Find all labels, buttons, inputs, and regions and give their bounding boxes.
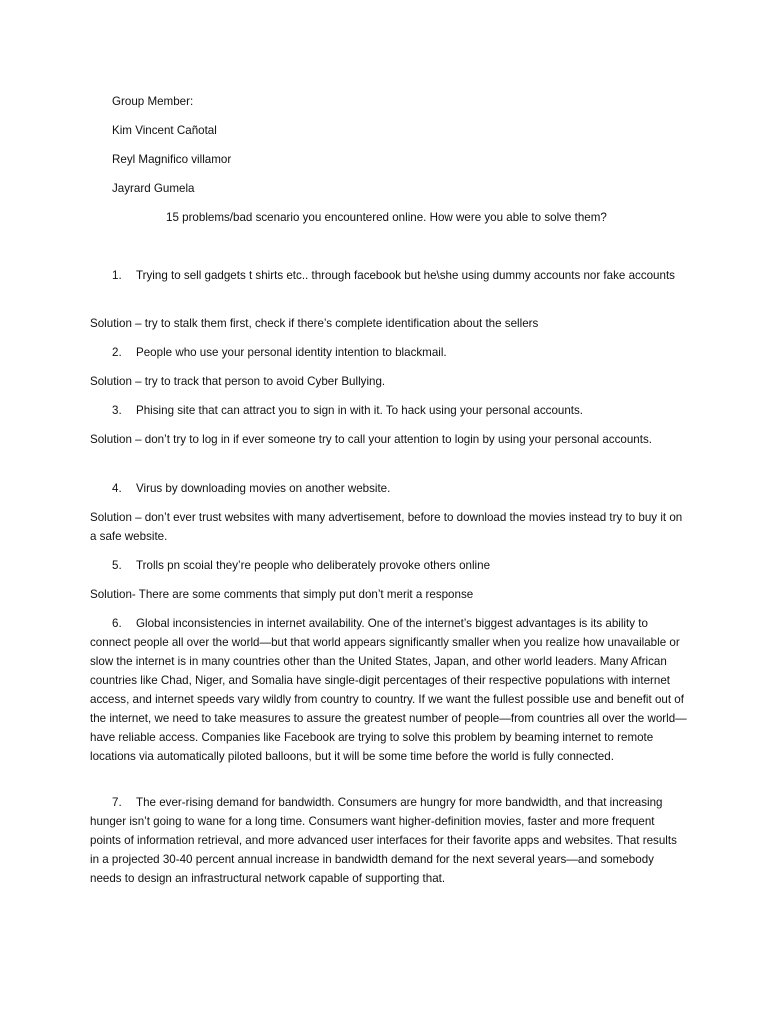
paragraph-text: The ever-rising demand for bandwidth. Consumers are hungry for more bandwidth, and that increasing hunger isn’t going to wane for a long time. Consumers want higher-definition movies, faster and more frequent points of information retrieval, and more advanced user interfaces for their favorite apps and websites. That results in a projected 30-40 percent annual increase in bandwidth demand for the next several years—and somebody needs to design an infrastructural network capable of supporting that.	[90, 796, 677, 885]
problem-text: Virus by downloading movies on another website.	[136, 482, 391, 495]
solution-5: Solution- There are some comments that simply put don’t merit a response	[90, 588, 474, 601]
solution-1: Solution – try to stalk them first, check if there’s complete identification about the sellers	[90, 317, 539, 330]
paragraph-6	[90, 614, 688, 766]
paragraph-7	[90, 793, 688, 888]
solution-3: Solution – don’t try to log in if ever someone try to call your attention to login by using your personal accounts.	[90, 433, 652, 446]
problem-number: 1.	[112, 269, 122, 282]
problem-number: 2.	[112, 346, 122, 359]
problem-text: Phising site that can attract you to sign in with it. To hack using your personal accounts.	[136, 404, 584, 417]
problem-text: Trolls pn scoial they’re people who deliberately provoke others online	[136, 559, 491, 572]
group-member-3: Jayrard Gumela	[112, 182, 195, 195]
paragraph-number: 7.	[112, 796, 122, 809]
problem-text: People who use your personal identity intention to blackmail.	[136, 346, 447, 359]
paragraph-text: Global inconsistencies in internet availability. One of the internet’s biggest advantages is its ability to connect people all over the world—but that world appears significantly smaller when you realize how unavailable or slow the internet is in many countries other than the United States, Japan, and other world leaders. Many African countries like Chad, Niger, and Somalia have single-digit percentages of their respective populations with internet access, and internet speeds vary wildly from country to country. If we want the fullest possible use and benefit out of the internet, we need to take measures to assure the greatest number of people—from countries all over the world—have reliable access. Companies like Facebook are trying to solve this problem by beaming internet to remote locations via automatically piloted balloons, but it will be some time before the world is fully connected.	[90, 617, 687, 763]
problem-number: 5.	[112, 559, 122, 572]
group-member-label: Group Member:	[112, 95, 194, 108]
solution-4: Solution – don’t ever trust websites with many advertisement, before to download the movies instead try to buy it on a safe website.	[90, 511, 683, 543]
problem-number: 3.	[112, 404, 122, 417]
problem-item-2	[112, 343, 687, 362]
problem-item-5	[112, 556, 687, 575]
problem-item-1	[112, 266, 687, 285]
solution-2: Solution – try to track that person to avoid Cyber Bullying.	[90, 375, 386, 388]
problem-number: 4.	[112, 482, 122, 495]
problem-item-4	[112, 479, 687, 498]
paragraph-number: 6.	[112, 617, 122, 630]
group-member-2: Reyl Magnifico villamor	[112, 153, 232, 166]
group-member-1: Kim Vincent Cañotal	[112, 124, 217, 137]
problem-text: Trying to sell gadgets t shirts etc.. through facebook but he\she using dummy accounts nor fake accounts	[136, 269, 675, 282]
problem-item-3	[112, 401, 687, 420]
document-heading: 15 problems/bad scenario you encountered online. How were you able to solve them?	[166, 211, 607, 224]
